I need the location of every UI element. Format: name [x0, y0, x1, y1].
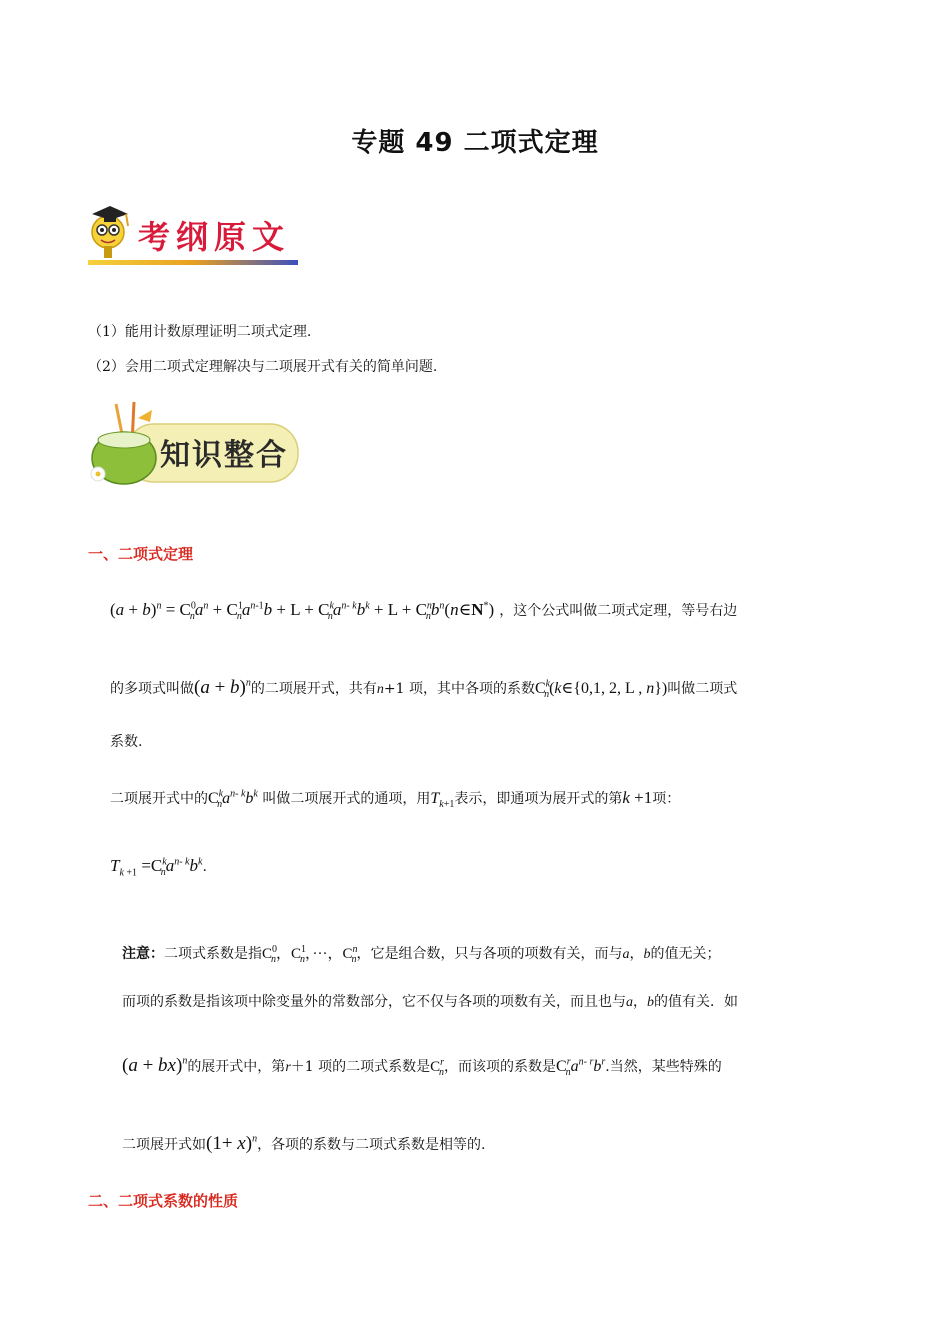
line4-text-d: 项：	[652, 791, 681, 807]
objective-2: （2）会用二项式定理解决与二项展开式有关的简单问题.	[88, 359, 438, 375]
section-heading-2: 二、二项式系数的性质	[88, 1192, 239, 1210]
general-term-formula: $T_{k +1} =C^k_na^{n- k}b^k$.	[110, 856, 207, 879]
line2-text-b: 的二项展开式，共有	[250, 681, 377, 697]
note-label: 注意：	[122, 946, 164, 962]
note-line-4: 二项展开式如$(1+ x)^n$，各项的系数与二项式系数是相等的.	[122, 1133, 486, 1154]
line2-text-a: 的多项式叫做	[110, 681, 194, 697]
line2-n: n	[376, 682, 384, 697]
note-2e: 的值有关．如	[654, 994, 738, 1010]
note-line-1: 注意：二项式系数是指$C^0_n$，$C^1_n$，···，$C^n_n$，它是组合数，只与各项的项数有关，而与a，b的值无关；	[122, 944, 721, 965]
line4-text-c: 表示，即通项为展开式的第	[454, 791, 623, 807]
note-2a: 而项的系数是指该项中除变量外的常数部分，它不仅与各项的项数有关，而且也与	[122, 994, 626, 1010]
note-1b: ，它是组合数，只与各项的项数有关，而与	[356, 946, 623, 962]
note-1d: ，	[629, 946, 644, 962]
note-3d: .当然，某些特殊的	[605, 1059, 722, 1075]
note-line-3: (a + bx)$^n$的展开式中，第r＋1 项的二项式系数是$C^r_n$，而该项的系数是$C^r_na^{n- r}b^r$.当然，某些特殊的	[122, 1055, 722, 1079]
note-1f: 的值无关；	[650, 946, 721, 962]
line2-text-c: +1 项，其中各项的系数	[383, 681, 535, 697]
note-1e: b	[643, 947, 651, 962]
binomial-theorem-formula: $(a + b)^n = C^0_na^n + C^1_na^{n-1}b + L + C^k_na^{n- k}b^k + L$ + $C^n_nb^n(n\in N^*)$ ，这个公式叫做二项式定理，等号右边	[110, 600, 738, 623]
objective-1: （1）能用计数原理证明二项式定理.	[88, 324, 312, 340]
note-3b: ＋1 项的二项式系数是	[290, 1059, 431, 1075]
note-3r: r	[285, 1060, 291, 1075]
note-2d: b	[647, 995, 654, 1010]
paragraph-line-4: 二项展开式中的$C^k_na^{n- k}b^k$ 叫做二项展开式的通项，用$T_{k+1}$表示，即通项为展开式的第k +1项：	[110, 788, 681, 811]
note-2c: ，	[633, 994, 647, 1010]
note-1a: 二项式系数是指	[164, 946, 262, 962]
banner-zhishi	[86, 400, 306, 492]
section-heading-1: 一、二项式定理	[88, 545, 194, 563]
banner-zhishi-text: 知识整合	[160, 438, 288, 473]
note-2b: a	[626, 995, 633, 1010]
banner-kaogang	[86, 198, 306, 270]
line4-text-a: 二项展开式中的	[110, 791, 208, 807]
line4-text-b: 叫做二项展开式的通项，用	[262, 791, 431, 807]
note-line-2	[122, 992, 738, 1013]
note-3c: ，而该项的系数是	[444, 1059, 557, 1075]
note-4a: 二项展开式如	[122, 1137, 206, 1153]
note-1c: a	[622, 947, 630, 962]
note-4b: ，各项的系数与二项式系数是相等的.	[257, 1137, 486, 1153]
paragraph-line-3: 系数.	[110, 734, 143, 750]
general-term-period: .	[202, 859, 207, 875]
paragraph-line-2: 的多项式叫做$(a + b)^n$的二项展开式，共有n+1 项，其中各项的系数$C^k_n(k\in\{0,1$, 2, L , n})叫做二项式	[110, 677, 738, 701]
line2-text-d: 叫做二项式	[667, 681, 738, 697]
note-3a: 的展开式中，第	[187, 1059, 286, 1075]
formula-suffix: ，这个公式叫做二项式定理，等号右边	[499, 603, 738, 619]
banner-kaogang-text: 考纲原文	[138, 218, 291, 256]
page-title: 专题 49 二项式定理	[351, 128, 599, 158]
